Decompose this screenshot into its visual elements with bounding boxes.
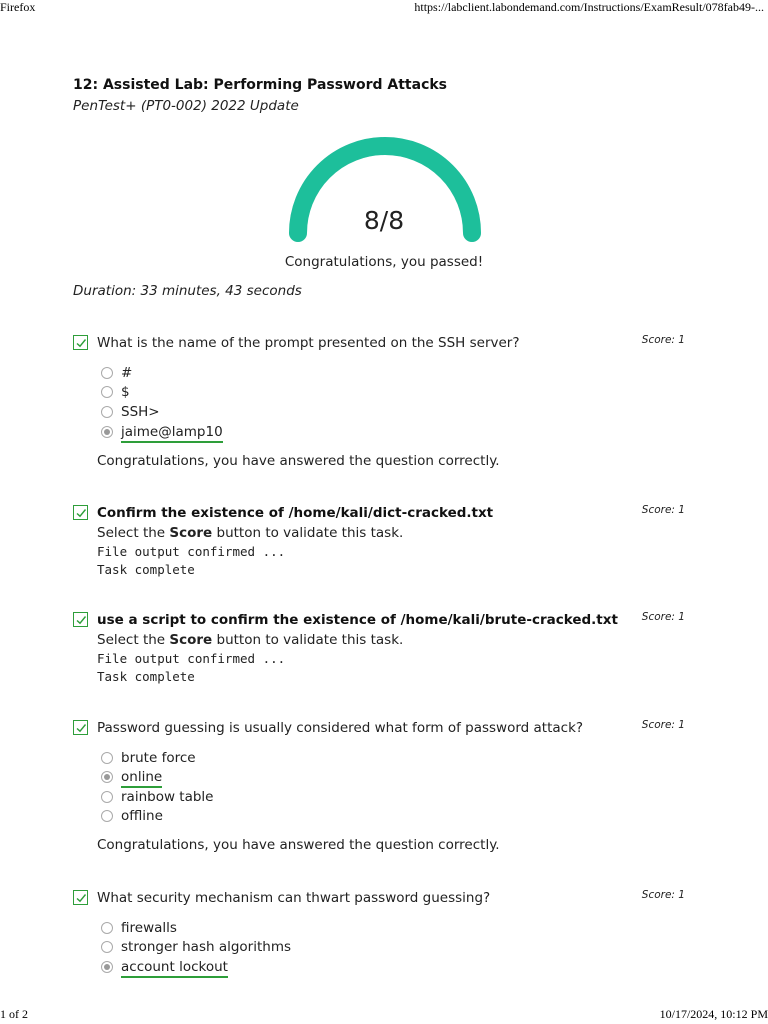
- answer-label: online: [121, 769, 162, 788]
- answer-label: jaime@lamp10: [121, 424, 223, 443]
- question-text: Password guessing is usually considered what form of password attack?: [97, 720, 584, 736]
- course-name: PenTest+ (PT0-002) 2022 Update: [73, 98, 299, 114]
- answer-feedback: Congratulations, you have answered the question correctly.: [97, 453, 500, 469]
- checkmark-icon: [73, 335, 88, 350]
- question-score: Score: 1: [641, 889, 685, 901]
- task-text: use a script to confirm the existence of /home/kali/brute-cracked.txt: [97, 612, 618, 628]
- radio-button[interactable]: [101, 922, 113, 934]
- task-output-line: File output confirmed ...: [97, 651, 286, 666]
- task-instruction: Select the Score button to validate this task.: [97, 632, 404, 648]
- answer-label: account lockout: [121, 959, 228, 978]
- answer-label: offline: [121, 808, 163, 824]
- answer-feedback: Congratulations, you have answered the question correctly.: [97, 837, 500, 853]
- radio-button[interactable]: [101, 810, 113, 822]
- score-value: 8/8: [363, 206, 405, 235]
- answer-label: $: [121, 384, 130, 400]
- print-page-number: 1 of 2: [0, 1007, 28, 1021]
- print-browser-name: Firefox: [0, 0, 36, 14]
- radio-button[interactable]: [101, 791, 113, 803]
- radio-button-selected[interactable]: [101, 426, 113, 438]
- radio-button[interactable]: [101, 386, 113, 398]
- question-score: Score: 1: [641, 611, 685, 623]
- task-output-line: File output confirmed ...: [97, 544, 286, 559]
- radio-button[interactable]: [101, 367, 113, 379]
- lab-title: 12: Assisted Lab: Performing Password Attacks: [73, 77, 448, 93]
- question-score: Score: 1: [641, 504, 685, 516]
- task-instruction: Select the Score button to validate this task.: [97, 525, 404, 541]
- answer-label: firewalls: [121, 920, 177, 936]
- radio-button-selected[interactable]: [101, 961, 113, 973]
- answer-label: SSH>: [121, 404, 160, 420]
- task-text: Confirm the existence of /home/kali/dict-cracked.txt: [97, 505, 494, 521]
- pass-message: Congratulations, you passed!: [284, 254, 484, 270]
- radio-button[interactable]: [101, 941, 113, 953]
- radio-button-selected[interactable]: [101, 771, 113, 783]
- print-url: https://labclient.labondemand.com/Instructions/ExamResult/078fab49-...: [414, 0, 764, 14]
- answer-label: brute force: [121, 750, 196, 766]
- radio-button[interactable]: [101, 752, 113, 764]
- answer-label: #: [121, 365, 133, 381]
- task-output-line: Task complete: [97, 562, 195, 577]
- checkmark-icon: [73, 890, 88, 905]
- question-score: Score: 1: [641, 719, 685, 731]
- question-text: What security mechanism can thwart password guessing?: [97, 890, 491, 906]
- question-text: What is the name of the prompt presented on the SSH server?: [97, 335, 520, 351]
- checkmark-icon: [73, 720, 88, 735]
- task-output-line: Task complete: [97, 669, 195, 684]
- duration-text: Duration: 33 minutes, 43 seconds: [73, 283, 302, 299]
- checkmark-icon: [73, 612, 88, 627]
- print-datetime: 10/17/2024, 10:12 PM: [659, 1007, 768, 1021]
- answer-label: stronger hash algorithms: [121, 939, 292, 955]
- question-score: Score: 1: [641, 334, 685, 346]
- radio-button[interactable]: [101, 406, 113, 418]
- answer-label: rainbow table: [121, 789, 214, 805]
- checkmark-icon: [73, 505, 88, 520]
